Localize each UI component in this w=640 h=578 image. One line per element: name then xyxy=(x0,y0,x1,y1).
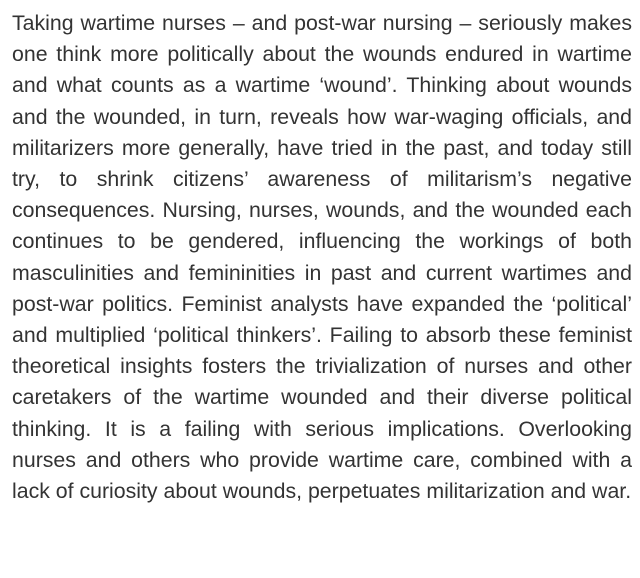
body-paragraph: Taking wartime nurses – and post-war nursing – seriously makes one think more politically about the wounds endured in wartime and what counts as a wartime ‘wound’. Thinking about wounds and the wounded, in turn, reveals how war-waging officials, and militarizers more generally, have tried in the past, and today still try, to shrink citizens’ awareness of militarism’s negative consequences. Nursing, nurses, wounds, and the wounded each continues to be gendered, influencing the workings of both masculinities and femininities in past and current wartimes and post-war politics. Feminist analysts have expanded the ‘political’ and multiplied ‘political thinkers’. Failing to absorb these feminist theoretical insights fosters the trivialization of nurses and other caretakers of the wartime wounded and their diverse political thinking. It is a failing with serious implications. Overlooking nurses and others who provide wartime care, combined with a lack of curiosity about wounds, perpetuates militarization and war. xyxy=(12,11,632,504)
